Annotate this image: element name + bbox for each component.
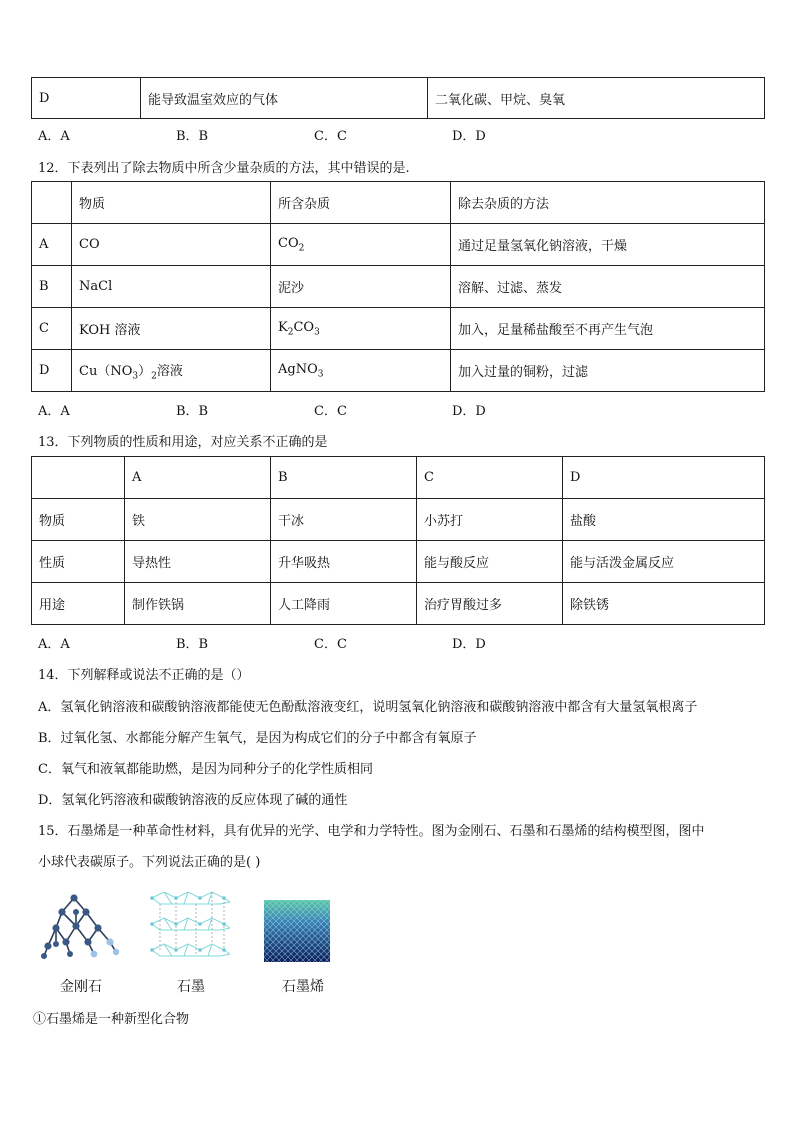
table-cell: 二氧化碳、甲烷、臭氧 [428, 78, 765, 119]
graphite-caption: 石墨 [177, 979, 205, 995]
q15-stem-line2: 小球代表碳原子。下列说法正确的是( ) [38, 855, 261, 870]
method-cell: 加入，足量稀盐酸至不再产生气泡 [451, 308, 765, 350]
subscript: 2 [151, 371, 157, 382]
substance-cell: CO [72, 224, 271, 266]
graphene-structure-image [264, 900, 330, 962]
q14-choice-d[interactable]: D．氢氧化钙溶液和碳酸钠溶液的反应体现了碱的通性 [38, 793, 348, 808]
option-d[interactable]: D．D [452, 404, 486, 419]
table-header-method: 除去杂质的方法 [451, 182, 765, 224]
formula: AgNO [278, 361, 318, 377]
q14-choice-a[interactable]: A．氢氧化钠溶液和碳酸钠溶液都能使无色酚酞溶液变红，说明氢氧化钠溶液和碳酸钠溶液中都含有大量氢氧根离子 [38, 700, 698, 715]
table-cell: 升华吸热 [271, 541, 417, 583]
option-b[interactable]: B．B [176, 404, 209, 419]
row-label: C [32, 308, 72, 350]
formula: 溶液 [156, 363, 183, 379]
q12-options [38, 400, 738, 420]
method-cell: 通过足量氢氧化钠溶液，干燥 [451, 224, 765, 266]
table-cell: 铁 [125, 499, 271, 541]
option-a[interactable]: A．A [38, 637, 70, 652]
row-label: 用途 [32, 583, 125, 625]
option-c[interactable]: C．C [314, 637, 347, 652]
table-header-a: A [125, 457, 271, 499]
table-row [32, 224, 765, 266]
table-header-row [32, 457, 765, 499]
subscript: 3 [132, 371, 139, 382]
table-cell: D [32, 78, 141, 119]
row-label: A [32, 224, 72, 266]
formula: Cu（NO [79, 363, 133, 379]
option-c[interactable]: C．C [314, 404, 347, 419]
q13-options [38, 633, 738, 653]
option-d[interactable]: D．D [452, 129, 486, 144]
substance-cell: KOH 溶液 [72, 308, 271, 350]
table-cell: 能与酸反应 [417, 541, 563, 583]
table-cell: 导热性 [125, 541, 271, 583]
table-header-c: C [417, 457, 563, 499]
option-c[interactable]: C．C [314, 129, 347, 144]
impurity-cell [271, 308, 451, 350]
table-cell: 除铁锈 [563, 583, 765, 625]
row-label: 性质 [32, 541, 125, 583]
option-b[interactable]: B．B [176, 637, 209, 652]
table-header-substance: 物质 [72, 182, 271, 224]
q14-stem: 14．下列解释或说法不正确的是（） [38, 668, 250, 683]
diamond-structure-image [40, 892, 122, 960]
table-cell: 制作铁锅 [125, 583, 271, 625]
table-row [32, 308, 765, 350]
row-label: D [32, 350, 72, 392]
table-cell: 小苏打 [417, 499, 563, 541]
formula: K [278, 319, 288, 335]
q13-stem: 13．下列物质的性质和用途，对应关系不正确的是 [38, 435, 328, 450]
subscript: 2 [287, 327, 294, 338]
table-row [32, 78, 765, 119]
graphite-structure-image [146, 888, 234, 964]
formula: CO [293, 319, 315, 335]
table-cell: 能与活泼金属反应 [563, 541, 765, 583]
table-row [32, 266, 765, 308]
table-cell: 治疗胃酸过多 [417, 583, 563, 625]
table-header-impurity: 所含杂质 [271, 182, 451, 224]
q13-table [31, 456, 765, 625]
formula: ） [138, 363, 152, 379]
table-cell: 人工降雨 [271, 583, 417, 625]
q14-choice-b[interactable]: B．过氧化氢、水都能分解产生氧气，是因为构成它们的分子中都含有氧原子 [38, 731, 477, 746]
table-cell: 盐酸 [563, 499, 765, 541]
impurity-cell [271, 224, 451, 266]
row-label: B [32, 266, 72, 308]
table-cell: 干冰 [271, 499, 417, 541]
row-label: 物质 [32, 499, 125, 541]
substance-cell [72, 350, 271, 392]
q14-choice-c[interactable]: C．氧气和液氧都能助燃，是因为同种分子的化学性质相同 [38, 762, 373, 777]
impurity-cell: 泥沙 [271, 266, 451, 308]
q15-statement-1: ①石墨烯是一种新型化合物 [33, 1012, 190, 1027]
table-row [32, 499, 765, 541]
option-b[interactable]: B．B [176, 129, 209, 144]
table-header-d: D [563, 457, 765, 499]
table-cell: 能导致温室效应的气体 [141, 78, 428, 119]
impurity-cell [271, 350, 451, 392]
diamond-caption: 金刚石 [60, 979, 102, 995]
table-row [32, 541, 765, 583]
formula: CO [278, 235, 299, 251]
graphene-caption: 石墨烯 [282, 979, 324, 995]
substance-cell: NaCl [72, 266, 271, 308]
q11-table [31, 77, 765, 119]
option-a[interactable]: A．A [38, 404, 70, 419]
table-cell [32, 182, 72, 224]
q12-table [31, 181, 765, 392]
table-header-row [32, 182, 765, 224]
method-cell: 溶解、过滤、蒸发 [451, 266, 765, 308]
table-cell [32, 457, 125, 499]
table-row [32, 350, 765, 392]
subscript: 3 [317, 369, 324, 380]
q12-stem: 12．下表列出了除去物质中所含少量杂质的方法，其中错误的是. [38, 161, 410, 176]
method-cell: 加入过量的铜粉，过滤 [451, 350, 765, 392]
subscript: 3 [314, 327, 320, 338]
option-a[interactable]: A．A [38, 129, 70, 144]
subscript: 2 [298, 243, 305, 254]
table-row [32, 583, 765, 625]
q11-options [38, 125, 738, 145]
q15-stem-line1: 15．石墨烯是一种革命性材料，具有优异的光学、电学和力学特性。图为金刚石、石墨和石墨烯的结构模型图，图中 [38, 824, 705, 839]
option-d[interactable]: D．D [452, 637, 486, 652]
table-header-b: B [271, 457, 417, 499]
